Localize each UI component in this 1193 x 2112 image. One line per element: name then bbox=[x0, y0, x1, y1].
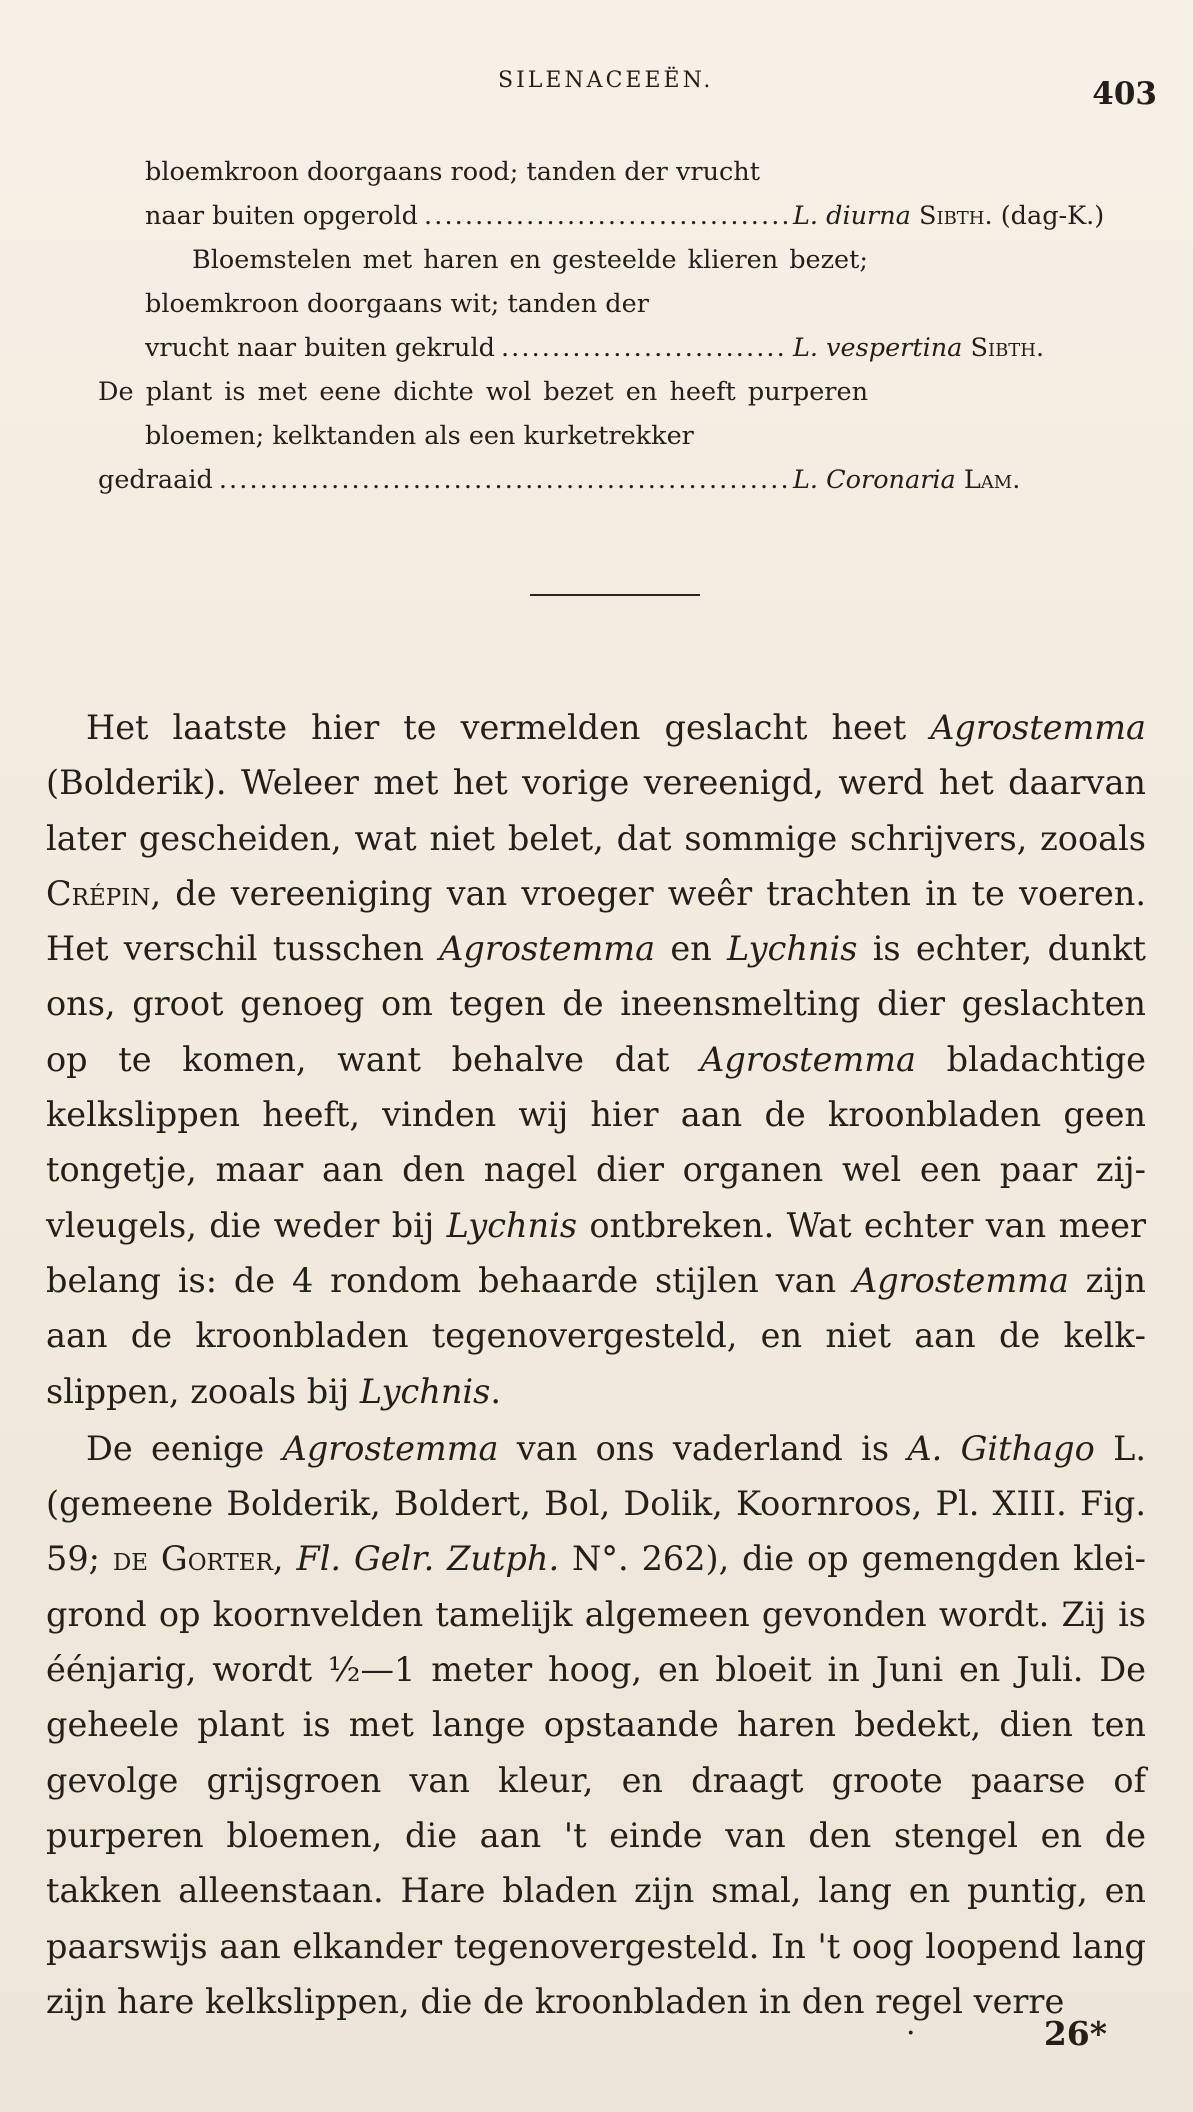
genus-name: Agrostemma bbox=[700, 1039, 916, 1079]
work-title: Fl. Gelr. Zutph. bbox=[296, 1539, 560, 1579]
author: Lam. bbox=[963, 465, 1021, 495]
key-entry-line bbox=[98, 194, 1123, 238]
key-entry-species bbox=[793, 194, 1123, 238]
genus-name: Agrostemma bbox=[853, 1260, 1069, 1300]
common-name: (dag-K.) bbox=[1000, 201, 1105, 231]
text-run: N°. 262), die op gemengden kleigrond op koornvelden tamelijk algemeen gevonden wordt. Zij is éénjarig, wordt ½—1 meter hoog, en bloeit in Juni en Juli. De geheele plant is met lange opstaande haren bedekt, dien ten gevolge grijsgroen van kleur, en draagt groote paarse of purperen bloemen, die aan 't einde van den stengel en de takken alleenstaan. Hare bladen zijn smal, lang en puntig, en paarswijs aan elkander tegenovergesteld. In 't oog loopend lang zijn hare kelkslippen, die de kroonbladen in den regel verre bbox=[46, 1539, 1146, 2021]
species-name: diurna bbox=[826, 201, 911, 231]
page-number: 403 bbox=[1092, 76, 1157, 112]
genus-abbrev: L. bbox=[793, 201, 819, 231]
key-entry-last: gedraaid bbox=[98, 465, 213, 495]
text-run: van ons vaderland is bbox=[498, 1428, 908, 1468]
text-run: ontbreken. Wat echter van meer belang is: de 4 rondom behaarde stijlen van bbox=[46, 1205, 1146, 1300]
key-entry-species bbox=[793, 326, 1123, 370]
genus-name: Agrostemma bbox=[282, 1428, 499, 1468]
text-run: zijn aan de kroonbladen tegenovergesteld, en niet aan de kelkslippen, zooals bij bbox=[46, 1260, 1146, 1411]
key-entry-text: Bloemstelen met haren en gesteelde klieren bezet; bloemkroon doorgaans wit; tanden der bbox=[145, 245, 868, 319]
text-run: bladachtige kelkslippen heeft, vinden wij hier aan de kroonbladen geen tongetje, maar aan den nagel dier organen wel een paar zijvleugels, die weder bij bbox=[46, 1039, 1146, 1245]
running-head: SILENACEEËN. bbox=[498, 68, 714, 93]
species-name: Coronaria bbox=[826, 465, 956, 495]
key-entry-text: De plant is met eene dichte wol bezet en heeft purperen bloemen; kelktanden als een kurketrekker bbox=[98, 377, 868, 451]
text-run: Het laatste hier te vermelden geslacht heet bbox=[86, 708, 931, 747]
text-run: De eenige bbox=[86, 1428, 283, 1468]
genus-abbrev: L. bbox=[793, 333, 819, 363]
text-run: (Bolderik). Weleer met het vorige vereenigd, werd het daarvan later gescheiden, wat niet belet, dat sommige schrijvers, zooals bbox=[46, 763, 1146, 858]
paragraph-githago bbox=[46, 1421, 1146, 2029]
text-run: is echter, dunkt ons, groot genoeg om tegen de ineensmelting dier geslachten op te komen, want behalve dat bbox=[46, 929, 1146, 1079]
key-entry-vespertina bbox=[98, 238, 1123, 370]
key-entry-line bbox=[98, 458, 1123, 502]
key-entry-coronaria bbox=[98, 370, 1123, 502]
text-run: en bbox=[655, 929, 728, 969]
signature-dot: · bbox=[906, 2016, 916, 2051]
key-entry-last: vrucht naar buiten gekruld bbox=[145, 333, 495, 363]
genus-abbrev: L. bbox=[793, 465, 819, 495]
species-key bbox=[98, 150, 1123, 502]
printer-signature: 26* bbox=[1043, 2014, 1107, 2053]
species-name: vespertina bbox=[826, 333, 963, 363]
author-name: Crépin bbox=[46, 873, 151, 913]
genus-name: Lychnis bbox=[359, 1371, 491, 1411]
genus-name: Lychnis bbox=[727, 929, 858, 969]
text-run: , de vereeniging van vroeger weêr trachten in te voeren. Het verschil tusschen bbox=[46, 873, 1146, 969]
key-entry-line bbox=[98, 326, 1123, 370]
genus-name: Lychnis bbox=[446, 1205, 578, 1245]
key-entry-species bbox=[793, 458, 1123, 502]
genus-name: Agrostemma bbox=[930, 708, 1146, 747]
main-text bbox=[46, 700, 1146, 2029]
author: Sibth. bbox=[918, 201, 993, 231]
text-run: . bbox=[490, 1371, 501, 1411]
leader-dots bbox=[424, 194, 787, 238]
leader-dots bbox=[219, 458, 787, 502]
genus-name: Agrostemma bbox=[439, 929, 656, 969]
key-entry-last: naar buiten opgerold bbox=[145, 201, 419, 231]
author: Sibth. bbox=[970, 333, 1045, 363]
text-run: , bbox=[272, 1539, 297, 1579]
species-name: A. Githago bbox=[907, 1428, 1095, 1468]
key-entry-diurna bbox=[98, 150, 1123, 238]
text-run: L. (gemeene Bolderik, Boldert, Bol, Dolik, Koornroos, Pl. XIII. Fig. 59; bbox=[46, 1428, 1147, 1579]
paragraph-agrostemma-intro bbox=[46, 700, 1146, 1419]
leader-dots bbox=[501, 326, 787, 370]
section-divider bbox=[530, 594, 700, 596]
key-entry-text: bloemkroon doorgaans rood; tanden der vrucht bbox=[145, 157, 760, 187]
author-name: de Gorter bbox=[112, 1539, 273, 1579]
